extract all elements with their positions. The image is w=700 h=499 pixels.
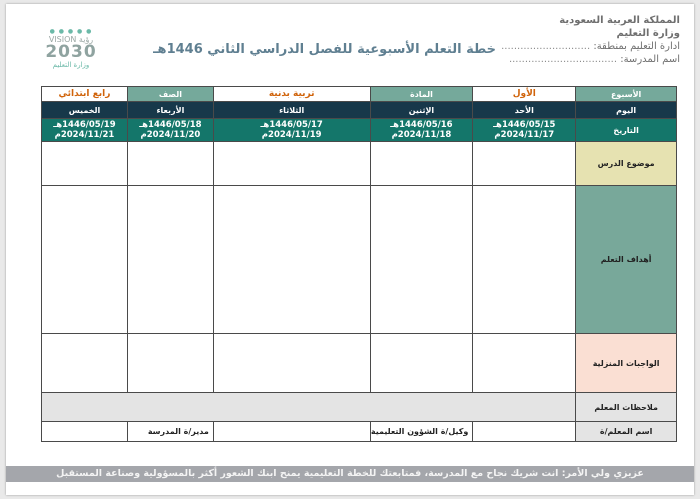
principal-cell[interactable] [42, 422, 128, 442]
date-wednesday [127, 119, 213, 142]
table-row-header [42, 87, 677, 102]
school-dots: .................................. [508, 54, 618, 65]
plan-page [6, 4, 694, 495]
date-sunday [473, 119, 576, 142]
day-sunday: الأحد [473, 102, 576, 119]
weekly-plan-table [41, 86, 677, 442]
learning-objectives-label: أهداف التعلم [576, 186, 677, 334]
lesson-cell-tuesday[interactable] [213, 142, 370, 186]
date-hijri: 1446/05/18هـ [139, 120, 202, 130]
logo-dots-icon: ● ● ● ● ● [49, 28, 93, 35]
school-label: اسم المدرسة: [620, 54, 680, 65]
subject-value: تربية بدنية [213, 87, 370, 102]
table-row-days [42, 102, 677, 119]
lesson-cell-wednesday[interactable] [127, 142, 213, 186]
parent-message-bar: عزيزي ولي الأمر: انت شريك نجاح مع المدرسة، فمتابعتك للخطة التعليمية يمنح ابنك الشعور أكثر بالمسؤولية وصناعة المستقبل [6, 466, 694, 482]
lesson-topic-label: موضوع الدرس [576, 142, 677, 186]
lesson-cell-thursday[interactable] [42, 142, 128, 186]
subject-label: المادة [370, 87, 473, 102]
objectives-cell-monday[interactable] [370, 186, 473, 334]
teacher-notes-cell[interactable] [42, 393, 576, 422]
logo-ministry: وزارة التعليم [52, 61, 90, 69]
principal-label: مدير/ة المدرسة [127, 422, 213, 442]
homework-cell-thursday[interactable] [42, 334, 128, 393]
country-name: المملكة العربية السعودية [559, 15, 680, 26]
date-gregorian: 2024/11/18م [391, 130, 452, 140]
table-row-objectives [42, 186, 677, 334]
table-row-lesson [42, 142, 677, 186]
date-tuesday [213, 119, 370, 142]
homework-label: الواجبات المنزلية [576, 334, 677, 393]
deputy-label: وكيل/ة الشؤون التعليمية [370, 422, 473, 442]
vision-2030-logo [38, 28, 104, 78]
logo-arabic-vision: رؤية [78, 35, 94, 44]
date-thursday [42, 119, 128, 142]
homework-cell-sunday[interactable] [473, 334, 576, 393]
teacher-name-cell[interactable] [473, 422, 576, 442]
day-monday: الإثنين [370, 102, 473, 119]
date-hijri: 1446/05/16هـ [390, 120, 453, 130]
grade-label: الصف [127, 87, 213, 102]
day-tuesday: الثلاثاء [213, 102, 370, 119]
logo-vision-text: VISION [48, 35, 77, 44]
school-line [480, 53, 680, 66]
page-title: خطة التعلم الأسبوعية للفصل الدراسي الثاني 1446هـ [153, 42, 496, 57]
deputy-cell[interactable] [213, 422, 370, 442]
lesson-cell-sunday[interactable] [473, 142, 576, 186]
date-gregorian: 2024/11/21م [54, 130, 115, 140]
date-label: التاريخ [576, 119, 677, 142]
header-info [480, 14, 680, 66]
date-gregorian: 2024/11/17م [494, 130, 555, 140]
objectives-cell-wednesday[interactable] [127, 186, 213, 334]
logo-year: 2030 [45, 42, 97, 62]
teacher-name-label: اسم المعلم/ة [576, 422, 677, 442]
region-label: ادارة التعليم بمنطقة: [593, 41, 680, 52]
objectives-cell-thursday[interactable] [42, 186, 128, 334]
objectives-cell-tuesday[interactable] [213, 186, 370, 334]
week-label: الأسبوع [576, 87, 677, 102]
ministry-name: وزارة التعليم [616, 28, 680, 39]
homework-cell-tuesday[interactable] [213, 334, 370, 393]
date-hijri: 1446/05/15هـ [493, 120, 556, 130]
region-dots: ............................ [501, 41, 591, 52]
date-hijri: 1446/05/19هـ [53, 120, 116, 130]
date-monday [370, 119, 473, 142]
day-label: اليوم [576, 102, 677, 119]
table-row-notes [42, 393, 677, 422]
homework-cell-monday[interactable] [370, 334, 473, 393]
region-line [480, 40, 680, 53]
teacher-notes-label: ملاحظات المعلم [576, 393, 677, 422]
lesson-cell-monday[interactable] [370, 142, 473, 186]
table-row-signatures [42, 422, 677, 442]
date-hijri: 1446/05/17هـ [260, 120, 323, 130]
day-wednesday: الأربعاء [127, 102, 213, 119]
week-value: الأول [473, 87, 576, 102]
homework-cell-wednesday[interactable] [127, 334, 213, 393]
date-gregorian: 2024/11/19م [261, 130, 322, 140]
date-gregorian: 2024/11/20م [140, 130, 201, 140]
table-row-homework [42, 334, 677, 393]
objectives-cell-sunday[interactable] [473, 186, 576, 334]
day-thursday: الخميس [42, 102, 128, 119]
grade-value: رابع ابتدائي [42, 87, 128, 102]
table-row-dates [42, 119, 677, 142]
